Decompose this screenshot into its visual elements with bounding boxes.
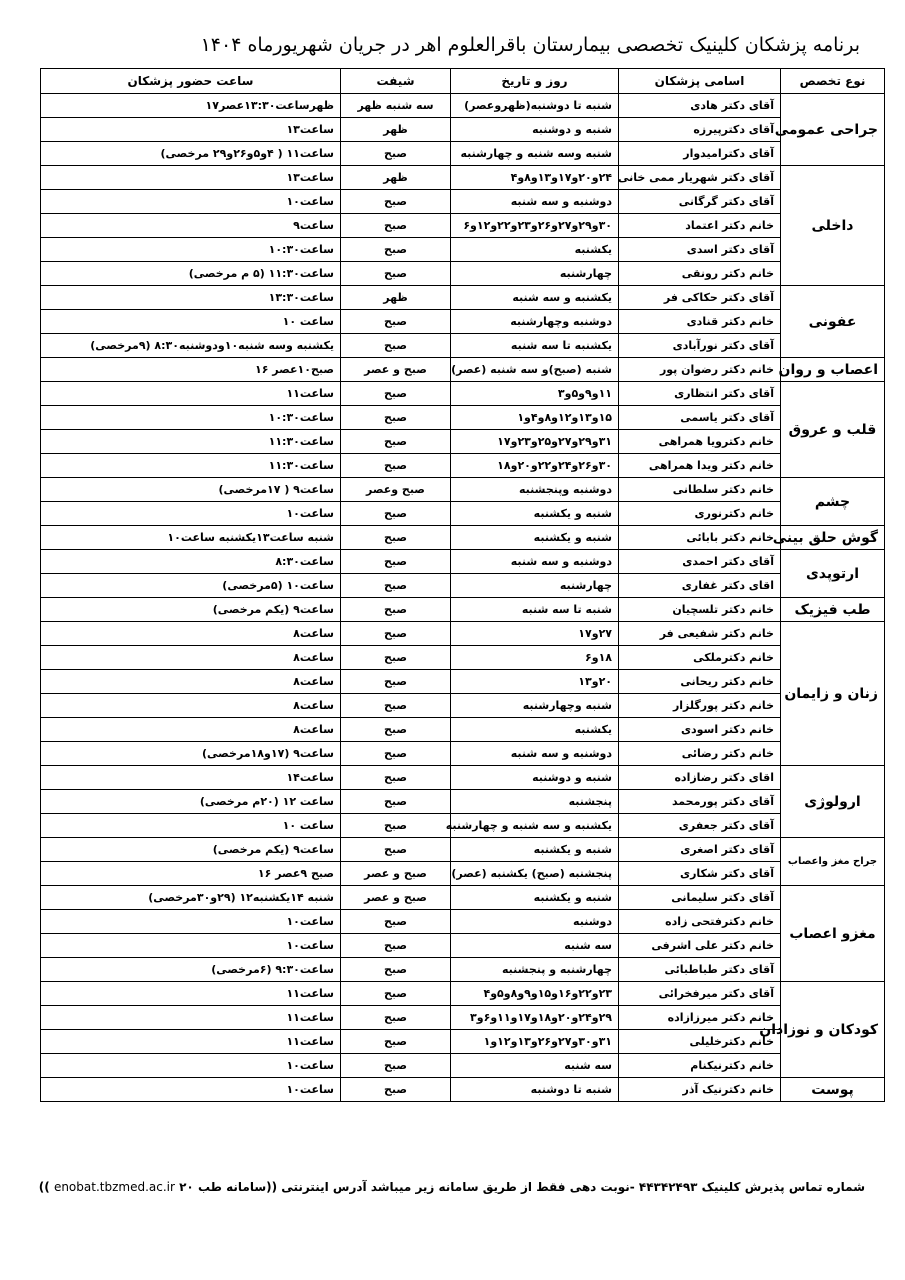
table-row	[41, 1054, 885, 1078]
hours-cell: ساعت۱۱:۳۰	[41, 430, 341, 454]
days-cell: ۱۱و۹و۵و۳	[451, 382, 619, 406]
header-days: روز و تاریخ	[451, 69, 619, 94]
doctor-cell: آقای دکتر جعفری	[619, 814, 781, 838]
doctor-cell: آقای دکتر هادی	[619, 94, 781, 118]
days-cell: ۲۴و۲۰و۱۷و۱۳و۸و۴	[451, 166, 619, 190]
hours-cell: صبح ۹عصر ۱۶	[41, 862, 341, 886]
specialty-cell: زنان و زایمان	[781, 622, 885, 766]
days-cell: شنبه تا دوشنبه	[451, 1078, 619, 1102]
hours-cell: ساعت۱۰ (۵مرخصی)	[41, 574, 341, 598]
days-cell: ۲۰و۱۳	[451, 670, 619, 694]
table-row	[41, 862, 885, 886]
doctor-cell: خانم دکترنیک آذر	[619, 1078, 781, 1102]
doctor-cell: خانم دکتر ویدا همراهی	[619, 454, 781, 478]
days-cell: چهارشنبه	[451, 574, 619, 598]
shift-cell: صبح	[341, 550, 451, 574]
shift-cell: صبح	[341, 214, 451, 238]
days-cell: یکشنبه	[451, 718, 619, 742]
hours-cell: ساعت۸	[41, 622, 341, 646]
table-row	[41, 166, 885, 190]
table-row	[41, 838, 885, 862]
days-cell: دوشنبه و سه شنبه	[451, 742, 619, 766]
shift-cell: صبح	[341, 982, 451, 1006]
days-cell: ۳۱و۳۰و۲۷و۲۶و۱۳و۱۲و۱	[451, 1030, 619, 1054]
hours-cell: ساعت۹ (یکم مرخصی)	[41, 838, 341, 862]
shift-cell: صبح و عصر	[341, 886, 451, 910]
doctor-cell: آقای دکتر شهریار ممی خانی	[619, 166, 781, 190]
table-row	[41, 1078, 885, 1102]
header-doctor: اسامی پزشکان	[619, 69, 781, 94]
specialty-cell: جراح مغز واعصاب	[781, 838, 885, 886]
doctor-cell: خانم دکتر ریحانی	[619, 670, 781, 694]
table-row	[41, 1030, 885, 1054]
shift-cell: صبح	[341, 958, 451, 982]
doctor-cell: اقای دکتر رضازاده	[619, 766, 781, 790]
doctor-cell: آقای دکتر طباطبائی	[619, 958, 781, 982]
header-specialty: نوع تخصص	[781, 69, 885, 94]
shift-cell: صبح	[341, 694, 451, 718]
doctor-cell: خانم دکترفتحی زاده	[619, 910, 781, 934]
hours-cell: ساعت۱۱	[41, 1030, 341, 1054]
shift-cell: صبح	[341, 502, 451, 526]
days-cell: شنبه و یکشنبه	[451, 502, 619, 526]
doctor-cell: خانم دکتر قنادی	[619, 310, 781, 334]
doctor-cell: خانم دکتر شفیعی فر	[619, 622, 781, 646]
specialty-cell: چشم	[781, 478, 885, 526]
table-row	[41, 622, 885, 646]
shift-cell: صبح	[341, 142, 451, 166]
table-row	[41, 94, 885, 118]
hours-cell: ساعت۱۱:۳۰	[41, 454, 341, 478]
hours-cell: ساعت۸	[41, 718, 341, 742]
doctor-cell: آقای دکتر احمدی	[619, 550, 781, 574]
specialty-cell: کودکان و نوزادان	[781, 982, 885, 1078]
shift-cell: صبح	[341, 406, 451, 430]
doctor-cell: آقای دکتر اسدی	[619, 238, 781, 262]
days-cell: سه شنبه	[451, 1054, 619, 1078]
hours-cell: شنبه ۱۴یکشنبه۱۲ (۲۹و۳۰مرخصی)	[41, 886, 341, 910]
shift-cell: صبح	[341, 334, 451, 358]
hours-cell: ساعت۹	[41, 214, 341, 238]
days-cell: یکشنبه تا سه شنبه	[451, 334, 619, 358]
hours-cell: ساعت۱۳	[41, 118, 341, 142]
specialty-cell: جراحی عمومی	[781, 94, 885, 166]
table-row	[41, 934, 885, 958]
hours-cell: ساعت۸	[41, 670, 341, 694]
hours-cell: ساعت۱۱ ( ۴و۵و۲۶و۲۹ مرخصی)	[41, 142, 341, 166]
hours-cell: ساعت۱۳:۳۰	[41, 286, 341, 310]
schedule-table	[40, 68, 885, 1102]
hours-cell: ساعت۸	[41, 646, 341, 670]
hours-cell: ظهرساعت۱۳:۳۰عصر۱۷	[41, 94, 341, 118]
shift-cell: صبح	[341, 598, 451, 622]
table-row	[41, 886, 885, 910]
hours-cell: ساعت۱۱:۳۰ (۵ م مرخصی)	[41, 262, 341, 286]
shift-cell: صبح و عصر	[341, 862, 451, 886]
hours-cell: شنبه ساعت۱۳یکشنبه ساعت۱۰	[41, 526, 341, 550]
shift-cell: ظهر	[341, 118, 451, 142]
days-cell: ۱۸و۶	[451, 646, 619, 670]
days-cell: دوشنبه و سه شنبه	[451, 190, 619, 214]
days-cell: پنجشنبه	[451, 790, 619, 814]
page-title: برنامه پزشکان کلینیک تخصصی بیمارستان باقرالعلوم اهر در جریان شهریورماه ۱۴۰۴	[200, 34, 860, 56]
hours-cell: ساعت۱۳	[41, 166, 341, 190]
days-cell: ۲۳و۲۲و۱۶و۱۵و۹و۸و۵و۴	[451, 982, 619, 1006]
doctor-cell: آقای دکتر گرگانی	[619, 190, 781, 214]
footer-contact	[38, 1180, 865, 1194]
doctor-cell: خانم دکتر اعتماد	[619, 214, 781, 238]
hours-cell: یکشنبه وسه شنبه۱۰ودوشنبه۸:۳۰ (۹مرخصی)	[41, 334, 341, 358]
specialty-cell: ارولوژی	[781, 766, 885, 838]
hours-cell: ساعت۹ (۱۷و۱۸مرخصی)	[41, 742, 341, 766]
shift-cell: صبح	[341, 814, 451, 838]
shift-cell: صبح	[341, 718, 451, 742]
schedule-body	[41, 94, 885, 1102]
shift-cell: صبح	[341, 430, 451, 454]
days-cell: چهارشنبه	[451, 262, 619, 286]
doctor-cell: خانم دکتر تلسچیان	[619, 598, 781, 622]
doctor-cell: خانم دکترملکی	[619, 646, 781, 670]
doctor-cell: خانم دکتر رضائی	[619, 742, 781, 766]
hours-cell: ساعت۱۰	[41, 910, 341, 934]
days-cell: شنبه تا دوشنبه(ظهروعصر)	[451, 94, 619, 118]
days-cell: یکشنبه و سه شنبه و چهارشنبه	[451, 814, 619, 838]
days-cell: پنجشنبه (صبح) یکشنبه (عصر)	[451, 862, 619, 886]
shift-cell: صبح	[341, 646, 451, 670]
shift-cell: صبح	[341, 1006, 451, 1030]
days-cell: ۳۱و۲۹و۲۷و۲۵و۲۳و۱۷	[451, 430, 619, 454]
shift-cell: صبح	[341, 670, 451, 694]
table-header-row	[41, 69, 885, 94]
days-cell: شنبه و یکشنبه	[451, 886, 619, 910]
table-row	[41, 238, 885, 262]
shift-cell: صبح	[341, 838, 451, 862]
table-row	[41, 718, 885, 742]
table-row	[41, 670, 885, 694]
table-row	[41, 742, 885, 766]
shift-cell: صبح	[341, 790, 451, 814]
days-cell: شنبه و دوشنبه	[451, 766, 619, 790]
hours-cell: ساعت۸	[41, 694, 341, 718]
hours-cell: ساعت۱۱	[41, 982, 341, 1006]
shift-cell: صبح	[341, 382, 451, 406]
table-row	[41, 190, 885, 214]
doctor-cell: خانم دکتر میرزازاده	[619, 1006, 781, 1030]
specialty-cell: طب فیزیک	[781, 598, 885, 622]
hours-cell: صبح۱۰عصر ۱۶	[41, 358, 341, 382]
shift-cell: صبح	[341, 238, 451, 262]
table-row	[41, 262, 885, 286]
hours-cell: ساعت۸:۳۰	[41, 550, 341, 574]
shift-cell: صبح	[341, 910, 451, 934]
doctor-cell: خانم دکترنیکنام	[619, 1054, 781, 1078]
doctor-cell: آقای دکتر نورآبادی	[619, 334, 781, 358]
hours-cell: ساعت ۱۰	[41, 310, 341, 334]
doctor-cell: اقای دکتر غفاری	[619, 574, 781, 598]
table-row	[41, 550, 885, 574]
hours-cell: ساعت ۱۲ (۲۰م مرخصی)	[41, 790, 341, 814]
footer-url: enobat.tbzmed.ac.ir	[53, 1180, 175, 1194]
table-row	[41, 358, 885, 382]
table-row	[41, 286, 885, 310]
table-row	[41, 454, 885, 478]
days-cell: شنبه وسه شنبه و چهارشنبه	[451, 142, 619, 166]
shift-cell: صبح	[341, 766, 451, 790]
table-row	[41, 526, 885, 550]
hours-cell: ساعت۱۰	[41, 190, 341, 214]
table-row	[41, 214, 885, 238]
doctor-cell: خانم دکتر پورگلزار	[619, 694, 781, 718]
doctor-cell: خانم دکتر اسودی	[619, 718, 781, 742]
table-row	[41, 478, 885, 502]
doctor-cell: خانم دکتر رضوان پور	[619, 358, 781, 382]
shift-cell: صبح	[341, 262, 451, 286]
hours-cell: ساعت۹ ( ۱۷مرخصی)	[41, 478, 341, 502]
hours-cell: ساعت ۱۰	[41, 814, 341, 838]
shift-cell: صبح	[341, 1078, 451, 1102]
doctor-cell: خانم دکتر علی اشرفی	[619, 934, 781, 958]
doctor-cell: آقای دکترامیدوار	[619, 142, 781, 166]
table-row	[41, 502, 885, 526]
hours-cell: ساعت۹:۳۰ (۶مرخصی)	[41, 958, 341, 982]
doctor-cell: آقای دکتر یاسمی	[619, 406, 781, 430]
days-cell: ۲۷و۱۷	[451, 622, 619, 646]
doctor-cell: آقای دکتر حکاکی فر	[619, 286, 781, 310]
days-cell: شنبه تا سه شنبه	[451, 598, 619, 622]
days-cell: دوشنبه	[451, 910, 619, 934]
days-cell: شنبه و یکشنبه	[451, 526, 619, 550]
shift-cell: صبح	[341, 934, 451, 958]
doctor-cell: خانم دکتر سلطانی	[619, 478, 781, 502]
table-row	[41, 790, 885, 814]
footer-text: شماره تماس پذیرش کلینیک ۴۴۳۴۲۴۹۳ -نوبت دهی فقط از طریق سامانه زیر میباشد آدرس اینترنتی ((سامانه طب ۲۰	[179, 1180, 865, 1194]
table-row	[41, 574, 885, 598]
hours-cell: ساعت۱۰:۳۰	[41, 238, 341, 262]
doctor-cell: آقای دکتر انتظاری	[619, 382, 781, 406]
doctor-cell: آقای دکتر پورمحمد	[619, 790, 781, 814]
days-cell: شنبه و دوشنبه	[451, 118, 619, 142]
days-cell: دوشنبه و سه شنبه	[451, 550, 619, 574]
table-row	[41, 910, 885, 934]
shift-cell: صبح	[341, 742, 451, 766]
table-row	[41, 694, 885, 718]
hours-cell: ساعت۱۰	[41, 934, 341, 958]
days-cell: شنبه و یکشنبه	[451, 838, 619, 862]
doctor-cell: آقای دکتر سلیمانی	[619, 886, 781, 910]
footer-close: ))	[38, 1180, 50, 1194]
days-cell: یکشنبه و سه شنبه	[451, 286, 619, 310]
hours-cell: ساعت۱۱	[41, 1006, 341, 1030]
table-row	[41, 598, 885, 622]
table-row	[41, 142, 885, 166]
shift-cell: صبح	[341, 622, 451, 646]
doctor-cell: خانم دکتر رونقی	[619, 262, 781, 286]
doctor-cell: خانم دکترخلیلی	[619, 1030, 781, 1054]
specialty-cell: عفونی	[781, 286, 885, 358]
doctor-cell: آقای دکتر اصغری	[619, 838, 781, 862]
days-cell: ۳۰و۲۹و۲۷و۲۶و۲۳و۲۲و۱۲و۶	[451, 214, 619, 238]
doctor-cell: خانم دکترنوری	[619, 502, 781, 526]
shift-cell: صبح	[341, 1030, 451, 1054]
table-row	[41, 766, 885, 790]
specialty-cell: داخلی	[781, 166, 885, 286]
shift-cell: صبح	[341, 1054, 451, 1078]
shift-cell: ظهر	[341, 286, 451, 310]
hours-cell: ساعت۹ (یکم مرخصی)	[41, 598, 341, 622]
specialty-cell: ارتوپدی	[781, 550, 885, 598]
shift-cell: صبح	[341, 310, 451, 334]
specialty-cell: قلب و عروق	[781, 382, 885, 478]
days-cell: ۳۰و۲۶و۲۴و۲۲و۲۰و۱۸	[451, 454, 619, 478]
days-cell: سه شنبه	[451, 934, 619, 958]
shift-cell: سه شنبه ظهر	[341, 94, 451, 118]
header-shift: شیفت	[341, 69, 451, 94]
table-row	[41, 958, 885, 982]
table-row	[41, 406, 885, 430]
specialty-cell: اعصاب و روان	[781, 358, 885, 382]
doctor-cell: آقای دکتر میرفخرائی	[619, 982, 781, 1006]
shift-cell: صبح و عصر	[341, 358, 451, 382]
hours-cell: ساعت۱۰	[41, 502, 341, 526]
specialty-cell: مغزو اعصاب	[781, 886, 885, 982]
hours-cell: ساعت۱۰:۳۰	[41, 406, 341, 430]
days-cell: شنبه وچهارشنبه	[451, 694, 619, 718]
specialty-cell: پوست	[781, 1078, 885, 1102]
hours-cell: ساعت۱۴	[41, 766, 341, 790]
table-row	[41, 646, 885, 670]
table-row	[41, 1006, 885, 1030]
table-row	[41, 430, 885, 454]
doctor-cell: خانم دکترویا همراهی	[619, 430, 781, 454]
header-hours: ساعت حضور پزشکان	[41, 69, 341, 94]
days-cell: شنبه (صبح)و سه شنبه (عصر)	[451, 358, 619, 382]
days-cell: ۱۵و۱۳و۱۲و۸و۴و۱	[451, 406, 619, 430]
table-row	[41, 814, 885, 838]
doctor-cell: آقای دکتر شکاری	[619, 862, 781, 886]
shift-cell: صبح	[341, 526, 451, 550]
shift-cell: صبح	[341, 190, 451, 214]
days-cell: ۲۹و۲۴و۲۰و۱۸و۱۷و۱۱و۶و۳	[451, 1006, 619, 1030]
days-cell: یکشنبه	[451, 238, 619, 262]
shift-cell: صبح	[341, 454, 451, 478]
table-row	[41, 334, 885, 358]
shift-cell: صبح وعصر	[341, 478, 451, 502]
hours-cell: ساعت۱۰	[41, 1054, 341, 1078]
doctor-cell: آقای دکترپیرزه	[619, 118, 781, 142]
table-row	[41, 310, 885, 334]
days-cell: چهارشنبه و پنجشنبه	[451, 958, 619, 982]
table-row	[41, 118, 885, 142]
hours-cell: ساعت۱۱	[41, 382, 341, 406]
hours-cell: ساعت۱۰	[41, 1078, 341, 1102]
shift-cell: صبح	[341, 574, 451, 598]
shift-cell: ظهر	[341, 166, 451, 190]
specialty-cell: گوش حلق بینی	[781, 526, 885, 550]
doctor-cell: خانم دکتر بابائی	[619, 526, 781, 550]
table-row	[41, 982, 885, 1006]
days-cell: دوشنبه وپنجشنبه	[451, 478, 619, 502]
table-row	[41, 382, 885, 406]
days-cell: دوشنبه وچهارشنبه	[451, 310, 619, 334]
